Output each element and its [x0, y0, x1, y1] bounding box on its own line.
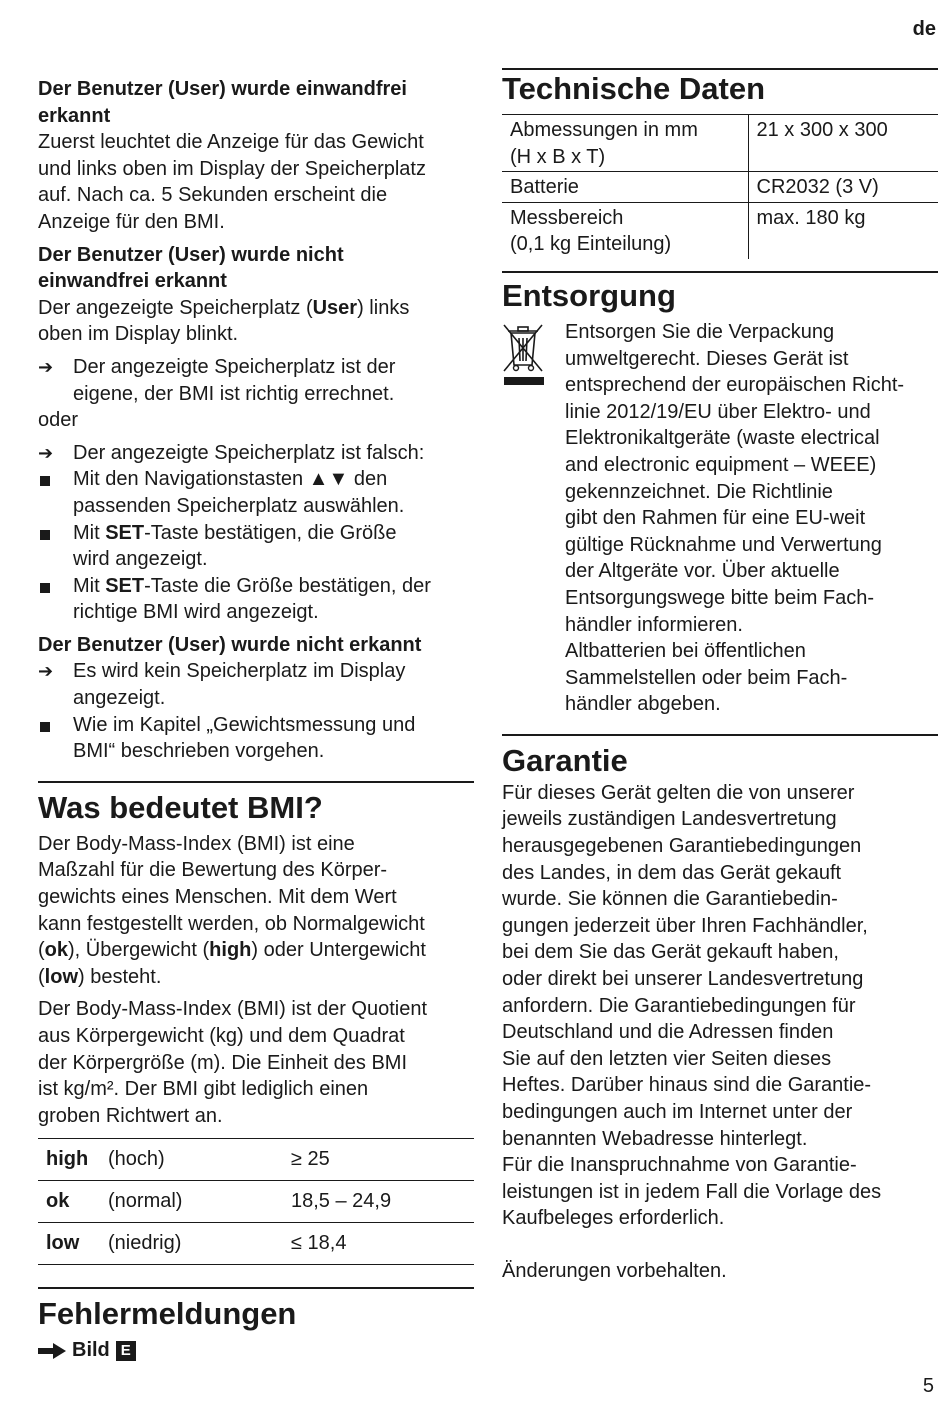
text-span: Mit [73, 574, 106, 597]
heading-line: einwandfrei erkannt [38, 270, 227, 293]
text-span: -Taste bestätigen, die Größe [144, 521, 397, 544]
bmi-section-title: Was bedeutet BMI? [38, 789, 323, 825]
figure-reference [38, 1339, 474, 1362]
text-line: Für dieses Gerät gelten die von unserer [502, 781, 855, 804]
text-span: ), Übergewicht ( [68, 939, 210, 962]
figure-letter-badge: E [116, 1341, 136, 1361]
disposal-block [502, 319, 938, 718]
text-line: Kaufbeleges erforderlich. [502, 1207, 725, 1230]
text-line: Der angezeigte Speicherplatz ist der [73, 355, 396, 378]
bmi-value: 18,5 – 24,9 [283, 1181, 474, 1223]
text-line: oben im Display blinkt. [38, 323, 239, 346]
warranty-section-title: Garantie [502, 742, 628, 778]
figure-label: Bild [72, 1339, 110, 1362]
text-line: der Körpergröße (m). Die Einheit des BMI [38, 1051, 408, 1074]
text-line: Es wird kein Speicherplatz im Display [73, 660, 406, 683]
bmi-key: low [38, 1223, 100, 1265]
arrow-right-icon: ➔ [38, 356, 54, 377]
heading-line: Der Benutzer (User) wurde einwandfrei [38, 78, 407, 100]
changes-reserved-note: Änderungen vorbehalten. [502, 1259, 727, 1282]
oder-text: oder [38, 409, 79, 432]
text-line: angezeigt. [73, 687, 166, 710]
text-line: eigene, der BMI ist richtig errechnet. [73, 382, 395, 405]
high-keyword: high [209, 939, 252, 962]
bullet-item [38, 573, 474, 626]
text-line: und links oben im Display der Speicherplatz [38, 157, 426, 180]
text-line: oder direkt bei unserer Landesvertretung [502, 968, 864, 991]
text-line: Anzeige für den BMI. [38, 210, 225, 233]
table-row [38, 1223, 474, 1265]
bullet-item [38, 520, 474, 573]
heading-line: erkannt [38, 104, 111, 127]
square-bullet-icon [40, 530, 50, 540]
text-line: wurde. Sie können die Garantiebedin- [502, 888, 838, 911]
user-keyword: User [312, 296, 358, 319]
tech-value: max. 180 kg [756, 206, 866, 229]
text-line: Sammelstellen oder beim Fach- [565, 666, 848, 689]
tech-value: CR2032 (3 V) [748, 172, 938, 203]
tech-section-title: Technische Daten [502, 71, 766, 106]
left-column [38, 76, 474, 1362]
user-not-recognized-heading: Der Benutzer (User) wurde nicht erkannt [38, 633, 422, 656]
crossed-out-bin-icon [502, 323, 544, 385]
text-line: Abmessungen in mm [510, 119, 698, 141]
text-line: anfordern. Die Garantiebedingungen für [502, 994, 856, 1017]
bmi-value: ≤ 18,4 [283, 1223, 474, 1265]
bmi-formula-text [38, 996, 474, 1129]
text-line: Der Body-Mass-Index (BMI) ist der Quotient [38, 998, 428, 1021]
text-span: ( [38, 939, 45, 962]
bmi-value: ≥ 25 [283, 1139, 474, 1181]
text-line: Messbereich [510, 206, 624, 229]
text-span: ) oder Untergewicht [251, 939, 426, 962]
bmi-definition-text [38, 831, 474, 991]
table-row [38, 1181, 474, 1223]
text-line: passenden Speicherplatz auswählen. [73, 494, 405, 517]
section-divider [502, 734, 938, 736]
arrow-item [38, 354, 474, 407]
square-bullet-icon [40, 722, 50, 732]
language-code: de [912, 18, 936, 40]
text-line: händler informieren. [565, 613, 743, 636]
ok-keyword: ok [44, 939, 69, 962]
text-line: Entsorgen Sie die Verpackung [565, 320, 835, 343]
text-line: gungen jederzeit über Ihren Fachhändler, [502, 914, 868, 937]
bmi-table [38, 1138, 474, 1265]
text-line: des Landes, in dem das Gerät gekauft [502, 861, 842, 884]
disposal-text [565, 319, 938, 718]
text-line: Altbatterien bei öffentlichen [565, 640, 806, 663]
text-line: Der angezeigte Speicherplatz ist falsch: [73, 441, 425, 464]
tech-value: 21 x 300 x 300 [748, 115, 938, 172]
table-row [38, 1139, 474, 1181]
text-line: wird angezeigt. [73, 548, 208, 571]
text-line: herausgegebenen Garantiebedingungen [502, 835, 862, 858]
user-recognized-heading [38, 76, 474, 129]
text-line: aus Körpergewicht (kg) und dem Quadrat [38, 1025, 405, 1047]
text-line: umweltgerecht. Dieses Gerät ist [565, 347, 849, 370]
set-keyword: SET [105, 574, 145, 597]
text-line: gekennzeichnet. Die Richtlinie [565, 480, 833, 503]
bmi-desc: (hoch) [100, 1139, 283, 1181]
text-line: (H x B x T) [510, 145, 606, 168]
tech-label [502, 202, 748, 259]
text-line: Wie im Kapitel „Gewichtsmessung und [73, 713, 416, 736]
text-line: linie 2012/19/EU über Elektro- und [565, 400, 871, 423]
text-line: kann festgestellt werden, ob Normalgewicht [38, 912, 425, 935]
text-line: jeweils zuständigen Landesvertretung [502, 808, 837, 831]
text-line: and electronic equipment – WEEE) [565, 453, 877, 476]
arrow-right-icon: ➔ [38, 442, 54, 463]
arrow-item [38, 658, 474, 711]
text-line: auf. Nach ca. 5 Sekunden erscheint die [38, 184, 388, 207]
text-line: Elektronikaltgeräte (waste electrical [565, 427, 880, 450]
low-keyword: low [44, 965, 79, 988]
arrow-right-icon [38, 1343, 66, 1359]
bmi-key: ok [38, 1181, 100, 1223]
text-line: gewichts eines Menschen. Mit dem Wert [38, 886, 397, 909]
text-line: der Altgeräte vor. Über aktuelle [565, 560, 840, 583]
heading-line: Der Benutzer (User) wurde nicht [38, 243, 344, 266]
tech-label [502, 115, 748, 172]
tech-label: Batterie [502, 172, 748, 203]
text-line: richtige BMI wird angezeigt. [73, 601, 319, 624]
text-line: Mit den Navigationstasten ▲▼ den [73, 468, 388, 491]
text-line: Für die Inanspruchnahme von Garantie- [502, 1154, 857, 1177]
text-line: händler abgeben. [565, 693, 721, 716]
section-divider [502, 271, 938, 273]
text-line: Entsorgungswege bitte beim Fach- [565, 586, 875, 609]
bmi-desc: (normal) [100, 1181, 283, 1223]
text-line: gibt den Rahmen für eine EU-weit [565, 507, 866, 530]
tech-table [502, 115, 938, 259]
errors-section-title: Fehlermeldungen [38, 1296, 297, 1332]
section-divider [38, 1287, 474, 1289]
text-line: leistungen ist in jedem Fall die Vorlage des [502, 1180, 882, 1203]
right-column [502, 71, 938, 1285]
user-recognized-text [38, 129, 474, 235]
text-line: Maßzahl für die Bewertung des Körper- [38, 859, 388, 882]
table-row [502, 202, 938, 259]
bmi-key: high [38, 1139, 100, 1181]
text-line: benannten Webadresse hinterlegt. [502, 1127, 808, 1150]
text-line: Zuerst leuchtet die Anzeige für das Gewicht [38, 131, 424, 154]
bullet-item [38, 712, 474, 765]
bullet-item [38, 466, 474, 519]
text-line: ist kg/m². Der BMI gibt lediglich einen [38, 1078, 369, 1101]
bmi-desc: (niedrig) [100, 1223, 283, 1265]
table-row [502, 172, 938, 203]
user-not-properly-recognized-text [38, 295, 474, 348]
text-line: Sie auf den letzten vier Seiten dieses [502, 1047, 832, 1070]
text-span: ) links [357, 296, 410, 319]
text-span: Mit [73, 521, 106, 544]
text-line: entsprechend der europäischen Richt- [565, 374, 905, 397]
text-line: (0,1 kg Einteilung) [510, 233, 672, 256]
table-row [502, 115, 938, 172]
text-line: BMI“ beschrieben vorgehen. [73, 740, 325, 763]
arrow-right-icon: ➔ [38, 661, 54, 682]
text-span: Der angezeigte Speicherplatz ( [38, 296, 313, 319]
disposal-section-title: Entsorgung [502, 277, 676, 313]
text-line: Heftes. Darüber hinaus sind die Garantie- [502, 1074, 872, 1097]
text-span: -Taste die Größe bestätigen, der [144, 574, 431, 597]
square-bullet-icon [40, 476, 50, 486]
arrow-item [38, 440, 474, 467]
section-divider [38, 781, 474, 783]
set-keyword: SET [105, 521, 145, 544]
square-bullet-icon [40, 583, 50, 593]
text-span: ( [38, 965, 45, 988]
text-line: gültige Rücknahme und Verwertung [565, 533, 882, 556]
text-line: Deutschland und die Adressen finden [502, 1021, 834, 1044]
warranty-text [502, 780, 938, 1232]
page-number: 5 [922, 1375, 934, 1397]
text-line: groben Richtwert an. [38, 1104, 223, 1127]
user-not-properly-recognized-heading [38, 242, 474, 295]
text-line: bei dem Sie das Gerät gekauft haben, [502, 941, 839, 964]
text-line: Der Body-Mass-Index (BMI) ist eine [38, 832, 355, 855]
text-span: ) besteht. [78, 965, 162, 988]
text-line: bedingungen auch im Internet unter der [502, 1101, 853, 1123]
